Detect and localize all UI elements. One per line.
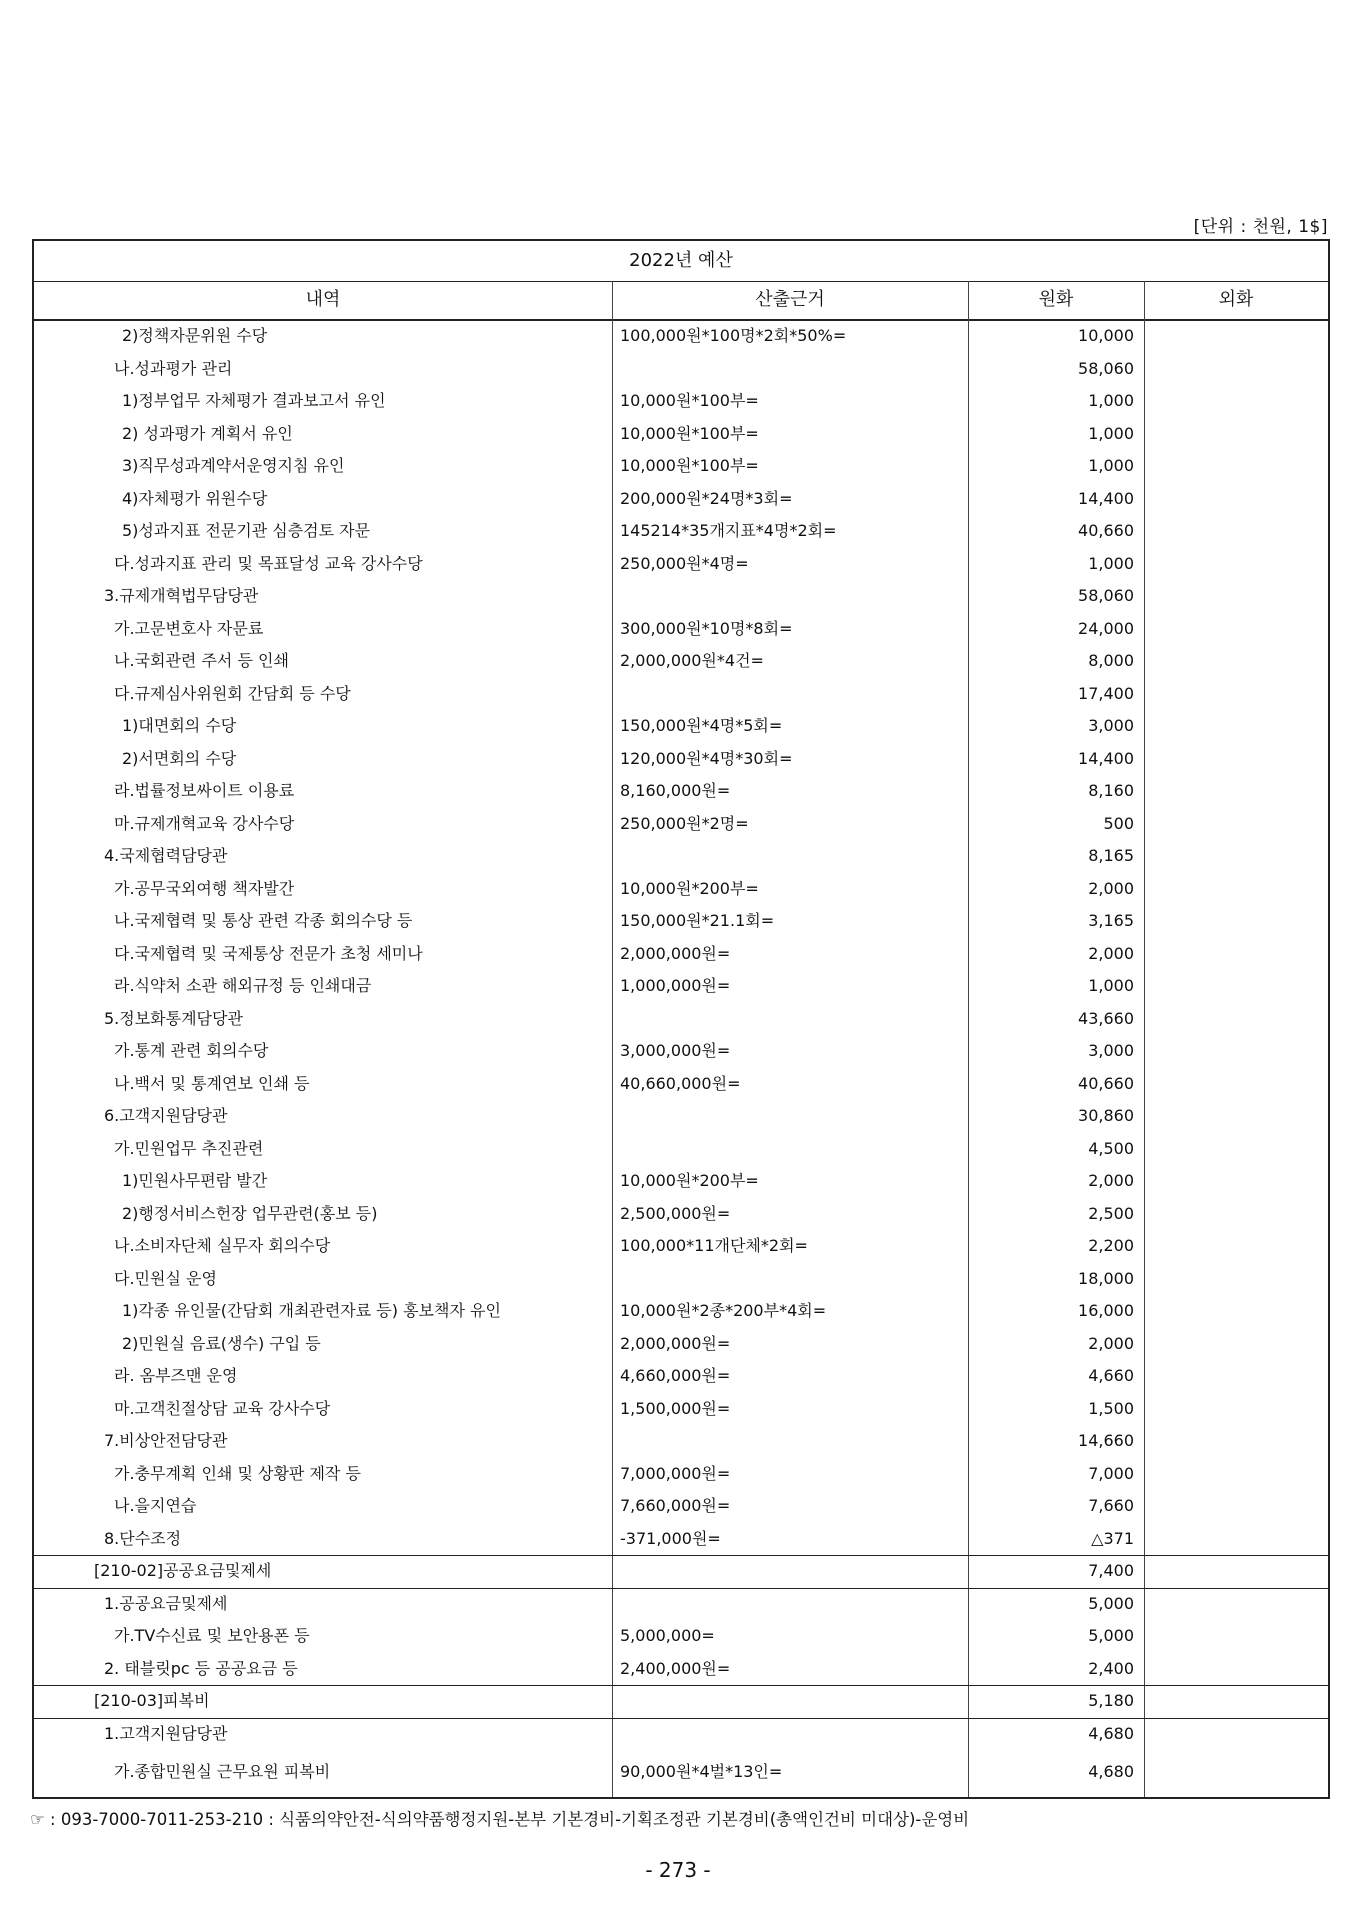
cell-krw: 2,000 xyxy=(1088,1333,1134,1353)
table-row xyxy=(34,320,1328,353)
cell-krw: 2,000 xyxy=(1088,1171,1134,1190)
cell-basis: -371,000원= xyxy=(620,1528,721,1548)
cell-krw: 4,680 xyxy=(1088,1723,1134,1743)
cell-krw: 7,000 xyxy=(1088,1463,1134,1483)
table-row xyxy=(34,548,1328,581)
cell-krw: 40,660 xyxy=(1078,521,1134,540)
table-row xyxy=(34,1100,1328,1133)
cell-krw: 14,400 xyxy=(1078,488,1134,508)
table-title: 2022년 예산 xyxy=(34,241,1328,282)
cell-desc: 가.TV수신료 및 보안용폰 등 xyxy=(114,1626,310,1645)
table-row xyxy=(34,905,1328,938)
cell-basis: 150,000원*4명*5회= xyxy=(620,716,783,735)
cell-basis: 10,000원*2종*200부*4회= xyxy=(620,1301,827,1320)
cell-krw: 3,000 xyxy=(1088,716,1134,735)
cell-desc: 1)정부업무 자체평가 결과보고서 유인 xyxy=(122,391,386,410)
table-row xyxy=(34,1490,1328,1523)
table-row xyxy=(34,1165,1328,1198)
cell-krw: 7,660 xyxy=(1088,1496,1134,1515)
cell-desc: 4.국제협력담당관 xyxy=(104,846,228,865)
cell-krw: 14,660 xyxy=(1078,1431,1134,1450)
footnote: ☞ : 093-7000-7011-253-210 : 식품의약안전-식의약품행정지원-본부 기본경비-기획조정관 기본경비(총액인건비 미대상)-운영비 xyxy=(30,1810,970,1829)
cell-krw: 16,000 xyxy=(1078,1301,1134,1320)
cell-desc: 2)정책자문위원 수당 xyxy=(122,326,268,345)
cell-desc: 나.국제협력 및 통상 관련 각종 회의수당 등 xyxy=(114,911,413,930)
cell-desc: 마.고객친절상담 교육 강사수당 xyxy=(114,1398,331,1418)
cell-desc: 8.단수조정 xyxy=(104,1528,182,1548)
cell-desc: 라. 옴부즈맨 운영 xyxy=(114,1366,238,1385)
cell-basis: 300,000원*10명*8회= xyxy=(620,618,793,638)
cell-krw: 8,165 xyxy=(1088,846,1134,865)
cell-krw: 2,200 xyxy=(1088,1236,1134,1255)
cell-krw: 24,000 xyxy=(1078,618,1134,638)
table-row xyxy=(34,710,1328,743)
cell-basis: 5,000,000= xyxy=(620,1626,715,1645)
cell-basis: 100,000원*100명*2회*50%= xyxy=(620,326,847,345)
cell-desc: 1)민원사무편람 발간 xyxy=(122,1171,268,1190)
cell-krw: 14,400 xyxy=(1078,748,1134,768)
cell-krw: 8,000 xyxy=(1088,651,1134,670)
cell-krw: 5,000 xyxy=(1088,1626,1134,1645)
table-row xyxy=(34,1588,1328,1621)
cell-desc: 라.법률정보싸이트 이용료 xyxy=(114,781,295,800)
header-desc: 내역 xyxy=(305,289,341,310)
table-row xyxy=(34,1718,1328,1751)
cell-desc: 나.국회관련 주서 등 인쇄 xyxy=(114,651,289,670)
cell-krw: 30,860 xyxy=(1078,1106,1134,1125)
cell-basis: 7,660,000원= xyxy=(620,1496,731,1515)
table-row xyxy=(34,1393,1328,1426)
cell-krw: 1,500 xyxy=(1088,1398,1134,1418)
cell-desc: 마.규제개혁교육 강사수당 xyxy=(114,813,295,833)
cell-krw: 58,060 xyxy=(1078,586,1134,605)
cell-basis: 10,000원*100부= xyxy=(620,391,759,410)
table-row xyxy=(34,353,1328,386)
cell-desc: 2)행정서비스헌장 업무관련(홍보 등) xyxy=(122,1203,378,1223)
cell-basis: 3,000,000원= xyxy=(620,1041,731,1060)
table-row xyxy=(34,743,1328,776)
header-krw: 원화 xyxy=(1038,289,1074,310)
cell-basis: 7,000,000원= xyxy=(620,1463,731,1483)
table-header-row xyxy=(34,281,1328,321)
cell-desc: 5)성과지표 전문기관 심층검토 자문 xyxy=(122,521,371,540)
cell-desc: 나.소비자단체 실무자 회의수당 xyxy=(114,1236,331,1255)
cell-basis: 4,660,000원= xyxy=(620,1366,731,1385)
cell-desc: 3.규제개혁법무담당관 xyxy=(104,586,259,605)
cell-krw: 4,660 xyxy=(1088,1366,1134,1385)
cell-basis: 2,000,000원*4건= xyxy=(620,651,764,670)
cell-krw: 1,000 xyxy=(1088,456,1134,475)
table-row xyxy=(34,970,1328,1003)
cell-desc: 나.성과평가 관리 xyxy=(114,358,233,378)
cell-desc: 1.고객지원담당관 xyxy=(104,1723,228,1743)
cell-krw: 500 xyxy=(1103,813,1134,833)
table-row xyxy=(34,808,1328,841)
cell-desc: 7.비상안전담당관 xyxy=(104,1431,228,1450)
cell-basis: 10,000원*200부= xyxy=(620,878,759,898)
cell-basis: 2,400,000원= xyxy=(620,1658,731,1678)
cell-desc: 나.백서 및 통계연보 인쇄 등 xyxy=(114,1073,310,1093)
cell-basis: 200,000원*24명*3회= xyxy=(620,488,793,508)
budget-table xyxy=(32,239,1330,1799)
cell-desc: 다.성과지표 관리 및 목표달성 교육 강사수당 xyxy=(114,553,423,573)
cell-krw: 2,400 xyxy=(1088,1658,1134,1678)
cell-basis: 2,000,000원= xyxy=(620,1333,731,1353)
cell-desc: 다.민원실 운영 xyxy=(114,1268,217,1288)
cell-desc: 가.민원업무 추진관련 xyxy=(114,1138,264,1158)
table-row xyxy=(34,1263,1328,1296)
cell-basis: 150,000원*21.1회= xyxy=(620,911,775,930)
table-row xyxy=(34,515,1328,548)
table-row xyxy=(34,1458,1328,1491)
cell-basis: 250,000원*4명= xyxy=(620,553,749,573)
table-row xyxy=(34,678,1328,711)
cell-krw: 8,160 xyxy=(1088,781,1134,800)
cell-krw: 10,000 xyxy=(1078,326,1134,345)
cell-krw: 5,000 xyxy=(1088,1593,1134,1613)
cell-desc: 다.국제협력 및 국제통상 전문가 초청 세미나 xyxy=(114,943,423,963)
cell-basis: 90,000원*4벌*13인= xyxy=(620,1762,783,1781)
cell-desc: 6.고객지원담당관 xyxy=(104,1106,228,1125)
cell-desc: 2)서면회의 수당 xyxy=(122,748,237,768)
cell-desc: 2. 태블릿pc 등 공공요금 등 xyxy=(104,1658,298,1678)
cell-desc: 4)자체평가 위원수당 xyxy=(122,488,268,508)
cell-basis: 120,000원*4명*30회= xyxy=(620,748,793,768)
cell-basis: 1,500,000원= xyxy=(620,1398,731,1418)
table-row xyxy=(34,1653,1328,1686)
cell-krw: 7,400 xyxy=(1088,1561,1134,1580)
cell-krw: 17,400 xyxy=(1078,683,1134,703)
cell-desc: 가.공무국외여행 책자발간 xyxy=(114,878,295,898)
cell-krw: 43,660 xyxy=(1078,1008,1134,1028)
section-row xyxy=(34,1555,1328,1588)
cell-basis: 2,500,000원= xyxy=(620,1203,731,1223)
cell-krw: 1,000 xyxy=(1088,423,1134,443)
table-row xyxy=(34,418,1328,451)
header-basis: 산출근거 xyxy=(755,289,825,310)
cell-basis: 250,000원*2명= xyxy=(620,813,749,833)
table-row xyxy=(34,450,1328,483)
table-row xyxy=(34,873,1328,906)
cell-krw: 1,000 xyxy=(1088,553,1134,573)
cell-desc: 1.공공요금및제세 xyxy=(104,1593,228,1613)
cell-basis: 1,000,000원= xyxy=(620,976,731,995)
cell-basis: 40,660,000원= xyxy=(620,1073,741,1093)
table-row xyxy=(34,1295,1328,1328)
cell-desc: 가.고문변호사 자문료 xyxy=(114,618,264,638)
table-row xyxy=(34,613,1328,646)
cell-krw: 3,000 xyxy=(1088,1041,1134,1060)
cell-krw: △371 xyxy=(1091,1528,1134,1548)
cell-basis: 2,000,000원= xyxy=(620,943,731,963)
merged-cell-mask xyxy=(613,1556,967,1587)
cell-krw: 2,000 xyxy=(1088,943,1134,963)
cell-basis: 145214*35개지표*4명*2회= xyxy=(620,521,837,540)
table-row xyxy=(34,1425,1328,1458)
cell-krw: 1,000 xyxy=(1088,391,1134,410)
table-row xyxy=(34,1360,1328,1393)
table-row xyxy=(34,1068,1328,1101)
cell-desc: 1)대면회의 수당 xyxy=(122,716,237,735)
cell-desc: 가.통계 관련 회의수당 xyxy=(114,1041,269,1060)
table-row xyxy=(34,1328,1328,1361)
cell-krw: 3,165 xyxy=(1088,911,1134,930)
table-row xyxy=(34,580,1328,613)
cell-desc: 2)민원실 음료(생수) 구입 등 xyxy=(122,1333,321,1353)
table-row xyxy=(34,1750,1328,1794)
cell-krw: 4,500 xyxy=(1088,1138,1134,1158)
cell-desc: 3)직무성과계약서운영지침 유인 xyxy=(122,456,345,475)
cell-basis: 8,160,000원= xyxy=(620,781,731,800)
table-row xyxy=(34,938,1328,971)
table-row xyxy=(34,645,1328,678)
table-row xyxy=(34,1035,1328,1068)
cell-desc: 가.충무계획 인쇄 및 상황판 제작 등 xyxy=(114,1463,361,1483)
cell-desc: 5.정보화통계담당관 xyxy=(104,1008,243,1028)
section-row xyxy=(34,1685,1328,1718)
cell-basis: 100,000*11개단체*2회= xyxy=(620,1236,808,1255)
cell-desc: 가.종합민원실 근무요원 피복비 xyxy=(114,1762,331,1781)
table-row xyxy=(34,1523,1328,1556)
table-row xyxy=(34,1230,1328,1263)
cell-krw: 2,000 xyxy=(1088,878,1134,898)
cell-krw: 5,180 xyxy=(1088,1691,1134,1710)
cell-basis: 10,000원*200부= xyxy=(620,1171,759,1190)
cell-krw: 58,060 xyxy=(1078,358,1134,378)
table-row xyxy=(34,775,1328,808)
cell-krw: 2,500 xyxy=(1088,1203,1134,1223)
cell-krw: 4,680 xyxy=(1088,1762,1134,1781)
cell-basis: 10,000원*100부= xyxy=(620,456,759,475)
cell-krw: 18,000 xyxy=(1078,1268,1134,1288)
cell-desc: 다.규제심사위원회 간담회 등 수당 xyxy=(114,683,351,703)
cell-krw: 1,000 xyxy=(1088,976,1134,995)
cell-basis: 10,000원*100부= xyxy=(620,423,759,443)
table-row xyxy=(34,1620,1328,1653)
table-row xyxy=(34,385,1328,418)
cell-krw: 40,660 xyxy=(1078,1073,1134,1093)
cell-desc: 나.을지연습 xyxy=(114,1496,197,1515)
cell-desc: [210-03]피복비 xyxy=(94,1691,210,1710)
cell-desc: 라.식약처 소관 해외규정 등 인쇄대금 xyxy=(114,976,372,995)
header-fx: 외화 xyxy=(1218,289,1254,310)
merged-cell-mask xyxy=(613,1686,967,1717)
cell-desc: [210-02]공공요금및제세 xyxy=(94,1561,272,1580)
table-row xyxy=(34,1133,1328,1166)
unit-label: [단위 : 천원, 1$] xyxy=(1193,217,1328,237)
table-row xyxy=(34,1003,1328,1036)
table-row xyxy=(34,1198,1328,1231)
cell-desc: 1)각종 유인물(간담회 개최관련자료 등) 홍보책자 유인 xyxy=(122,1301,501,1320)
cell-desc: 2) 성과평가 계획서 유인 xyxy=(122,423,293,443)
page-number: - 273 - xyxy=(645,1858,711,1882)
table-row xyxy=(34,840,1328,873)
table-row xyxy=(34,483,1328,516)
